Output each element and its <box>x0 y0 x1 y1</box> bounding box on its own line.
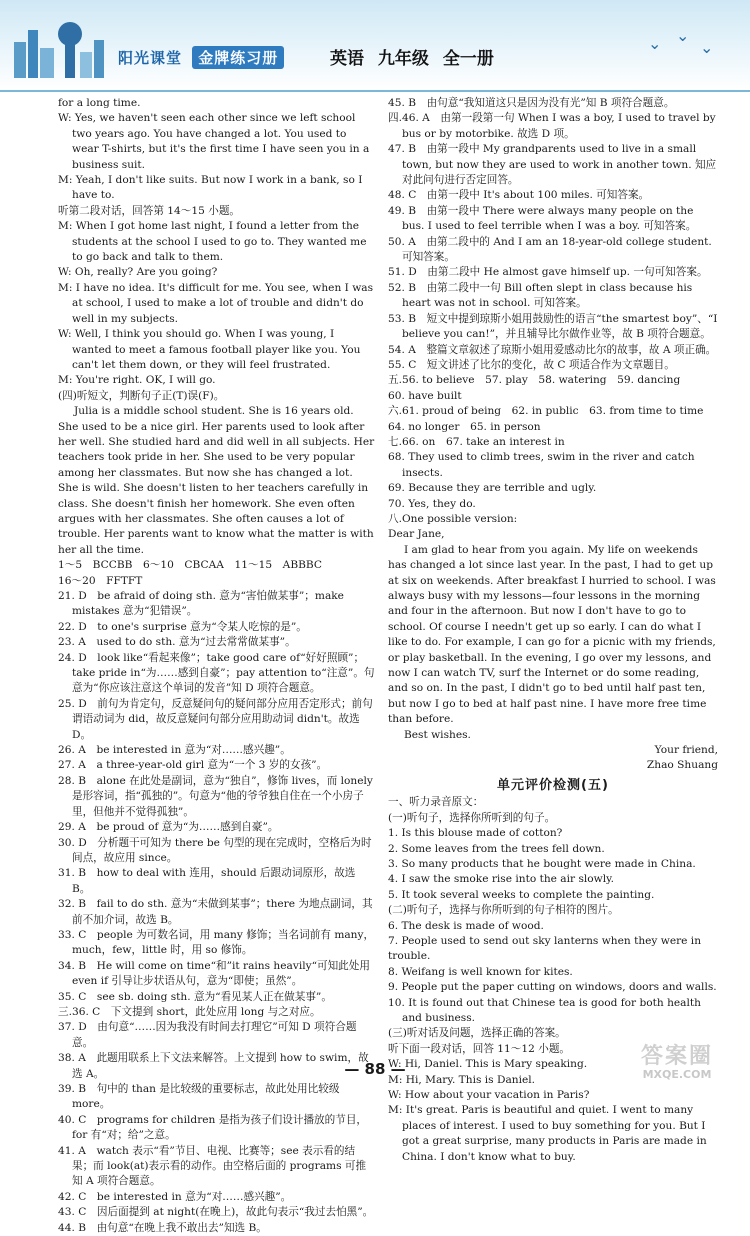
city-skyline-icon <box>10 12 110 82</box>
text-line: 1～5 BCCBB 6～10 CBCAA 11～15 ABBBC <box>58 559 322 572</box>
text-line: 5. It took several weeks to complete the painting. <box>388 888 655 901</box>
text-line: 54. A 整篇文章叙述了琼斯小姐用爱感动比尔的故事，故 A 项正确。 <box>388 343 717 356</box>
text-line: 69. Because they are terrible and ugly. <box>388 482 597 495</box>
text-line: 22. D to one's surprise 意为“令某人吃惊的是”。 <box>58 620 307 633</box>
bird-icon: ⌄ <box>700 38 714 57</box>
text-line: M: You're right. OK, I will go. <box>58 374 216 387</box>
text-line: 8. Weifang is well known for kites. <box>388 965 573 978</box>
text-line: 1. Is this blouse made of cotton? <box>388 827 563 840</box>
text-line: 45. B 由句意“我知道这只是因为没有光”知 B 项符合题意。 <box>388 97 675 109</box>
text-line: 38. A 此题用联系上下文法来解答。上文提到 how to swim，故选 A。 <box>58 1052 369 1080</box>
text-line: 50. A 由第二段中的 And I am an 18-year-old college student. 可知答案。 <box>388 235 712 264</box>
text-line: 24. D look like“看起来像”；take good care of“好好照顾”；take pride in“为……感到自豪”；pay attention to“注意”。句意为“你应该注意这个单词的发音”知 D 项符合题意。 <box>58 651 375 695</box>
text-line: 52. B 由第二段中一句 Bill often slept in class because his heart was not in school. 可知答案。 <box>388 281 693 310</box>
text-line: 47. B 由第一段中 My grandparents used to live in a small town, but now they are used to work in another town. 知应对此问句进行否定回答。 <box>388 143 717 187</box>
text-line: M: I have no idea. It's difficult for me. You see, when I was at school, I used to make a lot of trouble and didn't do well in my subjects. <box>58 281 374 325</box>
text-line: 29. A be proud of 意为“为……感到自豪”。 <box>58 821 279 834</box>
text-line: 7. People used to send out sky lanterns when they were in trouble. <box>388 934 702 963</box>
text-line: 39. B 句中的 than 是比较级的重要标志，故此处用比较级 more。 <box>58 1083 340 1111</box>
right-column <box>388 96 718 1165</box>
text-line: 四.46. A 由第一段第一句 When I was a boy, I used to travel by bus or by motorbike. 故选 D 项。 <box>388 112 716 140</box>
text-line: 41. A watch 表示“看”节目、电视、比赛等；see 表示看的结果；而 look(at)表示看的动作。由空格后面的 programs 可推知 A 项符合题意。 <box>58 1144 367 1188</box>
brand-text: 阳光课堂 <box>118 49 183 67</box>
listening-script <box>388 795 718 1165</box>
text-line: 55. C 短文讲述了比尔的变化，故 C 项适合作为文章题目。 <box>388 358 675 371</box>
text-line: 33. C people 为可数名词，用 many 修饰；当名词前有 many，much，few，little 时，用 so 修饰。 <box>58 928 375 957</box>
text-line: 28. B alone 在此处是副词，意为“独自”，修饰 lives，而 lonely 是形容词，指“孤独的”。句意为“他的爷爷独自住在一个小房子里，但他并不觉得孤独”。 <box>58 774 373 818</box>
text-line: 21. D be afraid of doing sth. 意为“害怕做某事”；make mistakes 意为“犯错误”。 <box>58 590 344 618</box>
text-line: W: How about your vacation in Paris? <box>388 1089 590 1101</box>
watermark-line2: MXQE.COM <box>642 1068 712 1081</box>
text-line: 10. It is found out that Chinese tea is good for both health and business. <box>388 996 701 1024</box>
text-line: W: Oh, really? Are you going? <box>58 266 218 279</box>
text-line: 八.One possible version: <box>388 512 518 525</box>
text-line: Your friend, <box>654 744 718 757</box>
text-line: 53. B 短文中提到琼斯小姐用鼓励性的语言“the smartest boy”、“I believe you can!”，并且辅导比尔做作业等，故 B 项符合题意。 <box>388 312 718 341</box>
text-line: 34. B He will come on time“和”it rains heavily“可知此处用 even if 引导让步状语从句，意为“即使；虽然”。 <box>58 959 370 988</box>
text-line: 26. A be interested in 意为“对……感兴趣”。 <box>58 744 291 757</box>
text-line: 37. D 由句意“……因为我没有时间去打理它”可知 D 项符合题意。 <box>58 1021 357 1049</box>
text-line: 40. C programs for children 是指为孩子们设计播放的节目，for 有“对；给”之意。 <box>58 1113 368 1142</box>
text-line: 44. B 由句意“在晚上我不敢出去”知选 B。 <box>58 1221 267 1234</box>
answer-list-right <box>388 96 718 774</box>
text-line: 23. A used to do sth. 意为“过去常常做某事”。 <box>58 636 296 649</box>
text-line: 3. So many products that he bought were made in China. <box>388 857 696 870</box>
section-title: 单元评价检测(五) <box>497 777 609 793</box>
text-line: M: It's great. Paris is beautiful and quiet. I went to many places of interest. I used to buy something for you. But I got a great surprise, many products in Paris are made in China. I don't know what to buy. <box>388 1104 707 1163</box>
text-line: 4. I saw the smoke rise into the air slowly. <box>388 873 615 886</box>
text-line: M: When I got home last night, I found a letter from the students at the school I used to go to. They wanted me to go back and talk to them. <box>58 220 367 264</box>
text-line: 16～20 FFTFT <box>58 574 143 587</box>
page-number: — 88 — <box>344 1060 406 1078</box>
text-line: W: Well, I think you should go. When I was young, I wanted to meet a famous football player like you. You can't let them down, or they will feel frustrated. <box>58 328 361 371</box>
text-line: I am glad to hear from you again. My life on weekends has changed a lot since last year. In the past, I had to get up at six on weekends. After breakfast I hurried to school. I was always busy with my lessons—four lessons in the morning and four in the afternoon. But now I don't have to go to school. Of course I needn't get up so early. I can do what I like to do. For example, I can go for a picnic with my friends, or play basketball. In the evening, I go over my lessons, and now I can watch TV, surf the Internet or do some reading, and so on. In the past, I didn't go to bed until half past ten, but now I go to bed at half past nine. I have more free time than before. <box>388 543 716 726</box>
brand-subtitle: 金牌练习册 <box>192 46 284 69</box>
text-line: M: Yeah, I don't like suits. But now I work in a bank, so I have to. <box>58 174 363 202</box>
text-line: 60. have built <box>388 389 462 402</box>
text-line: (四)听短文，判断句子正(T)误(F)。 <box>58 389 225 402</box>
text-line: 27. A a three-year-old girl 意为“一个 3 岁的女孩”。 <box>58 759 328 772</box>
bird-icon: ⌄ <box>648 34 662 53</box>
text-line: 51. D 由第二段中 He almost gave himself up. 一句可知答案。 <box>388 266 708 279</box>
text-line: 三.36. C 下文提到 short，此处应用 long 与之对应。 <box>58 1005 321 1018</box>
subject-line: 英语 九年级 全一册 <box>330 49 494 69</box>
text-line: Best wishes. <box>404 728 471 741</box>
text-line: 64. no longer 65. in person <box>388 420 541 433</box>
text-line: 49. B 由第一段中 There were always many people on the bus. I used to feel terrible when I was a boy. 可知答案。 <box>388 204 697 233</box>
text-line: Julia is a middle school student. She is 16 years old. She used to be a nice girl. Her parents used to look after her well. She studied hard and did well in all subjects. Her teachers took pride in her. She used to be very popular among her classmates. But now she has changed a lot. She is wild. She doesn't listen to her teachers carefully in class. She doesn't finish her homework. She even often argues with her classmates. She often causes a lot of trouble. Her parents want to know what the matter is with her all the time. <box>58 405 375 556</box>
text-line: 9. People put the paper cutting on windows, doors and walls. <box>388 981 717 994</box>
text-line: (二)听句子，选择与你所听到的句子相符的图片。 <box>388 904 619 917</box>
text-line: 32. B fail to do sth. 意为“未做到某事”；there 为地点副词，其前不加介词，故选 B。 <box>58 898 373 926</box>
text-line: 2. Some leaves from the trees fell down. <box>388 842 605 855</box>
text-line: (一)听句子，选择你所听到的句子。 <box>388 811 556 824</box>
text-line: 25. D 前句为肯定句，反意疑问句的疑问部分应用否定形式；前句谓语动词为 did，故反意疑问句部分应用助动词 didn't。故选 D。 <box>58 697 373 741</box>
text-line: 48. C 由第一段中 It's about 100 miles. 可知答案。 <box>388 189 650 202</box>
text-line: 听第二段对话，回答第 14～15 小题。 <box>58 204 241 217</box>
text-line: 31. B how to deal with 连用，should 后跟动词原形，故选 B。 <box>58 867 356 895</box>
text-line: 一、听力录音原文： <box>388 796 484 809</box>
text-line: 听下面一段对话，回答 11～12 小题。 <box>388 1042 571 1055</box>
watermark-logo <box>612 1044 742 1092</box>
text-line: 68. They used to climb trees, swim in the river and catch insects. <box>388 451 695 479</box>
text-line: 30. D 分析题干可知为 there be 句型的现在完成时，空格后为时间点，故应用 since。 <box>58 836 372 864</box>
text-line: Dear Jane, <box>388 528 445 541</box>
watermark-line1: 答案圈 <box>640 1044 713 1069</box>
text-line: 43. C 因后面提到 at night(在晚上)，故此句表示“我过去怕黑”。 <box>58 1206 374 1219</box>
text-line: (三)听对话及问题，选择正确的答案。 <box>388 1027 566 1040</box>
text-line: 五.56. to believe 57. play 58. watering 59. dancing <box>388 374 681 387</box>
text-line: 70. Yes, they do. <box>388 497 476 510</box>
text-line: W: Yes, we haven't seen each other since we left school two years ago. You have changed a lot. You used to wear T-shirts, but it's the first time I have seen you in a business suit. <box>58 112 370 171</box>
text-line: for a long time. <box>58 97 141 109</box>
text-line: 6. The desk is made of wood. <box>388 919 544 932</box>
brand-title <box>118 46 284 69</box>
text-line: W: Hi, Daniel. This is Mary speaking. <box>388 1058 588 1071</box>
page-header <box>0 0 750 92</box>
text-line: 35. C see sb. doing sth. 意为“看见某人正在做某事”。 <box>58 990 332 1003</box>
bird-icon: ⌄ <box>676 26 690 45</box>
text-line: Zhao Shuang <box>646 759 718 772</box>
text-line: 六.61. proud of being 62. in public 63. from time to time <box>388 405 704 418</box>
text-line: M: Hi, Mary. This is Daniel. <box>388 1073 536 1086</box>
text-line: 七.66. on 67. take an interest in <box>388 435 565 448</box>
text-line: 42. C be interested in 意为“对……感兴趣”。 <box>58 1190 292 1203</box>
